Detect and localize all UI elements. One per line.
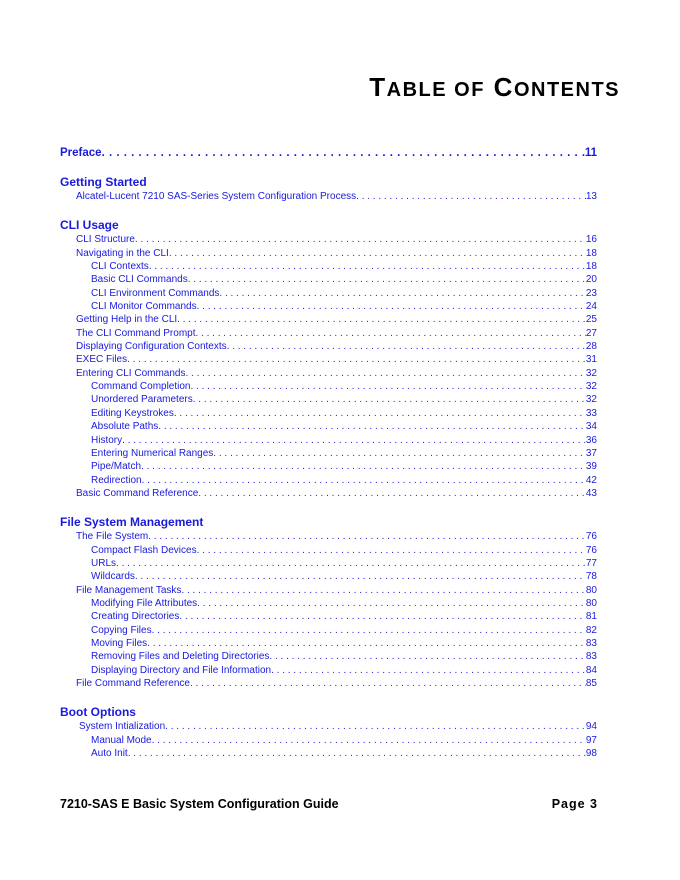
toc-entry[interactable]: Navigating in the CLI . . . 18 [60, 247, 597, 260]
toc-entry[interactable]: Wildcards . . . 78 [60, 570, 597, 583]
toc-entry[interactable]: URLs . . . 77 [60, 557, 597, 570]
toc-entry[interactable]: Entering Numerical Ranges . . . 37 [60, 447, 597, 460]
page-title: TABLE OF CONTENTS [369, 72, 620, 102]
toc-entry-preface[interactable]: Preface . . . 11 [60, 146, 597, 160]
toc-entry[interactable]: Editing Keystrokes . . . 33 [60, 407, 597, 420]
toc-entry[interactable]: Creating Directories . . . 81 [60, 610, 597, 623]
toc-entry[interactable]: Removing Files and Deleting Directories . . . 83 [60, 650, 597, 663]
toc-entry[interactable]: Copying Files . . . 82 [60, 624, 597, 637]
table-of-contents [60, 146, 597, 760]
toc-entry[interactable]: File Management Tasks . . . 80 [60, 584, 597, 597]
toc-section-heading[interactable]: Boot Options [60, 705, 136, 720]
toc-entry[interactable]: System Intialization . . . 94 [60, 720, 597, 733]
page-footer [60, 797, 598, 811]
toc-entry[interactable]: History . . . 36 [60, 434, 597, 447]
toc-entry[interactable]: File Command Reference . . . 85 [60, 677, 597, 690]
toc-entry[interactable]: The File System . . . 76 [60, 530, 597, 543]
toc-entry[interactable]: Getting Help in the CLI . . . 25 [60, 313, 597, 326]
toc-entry[interactable]: Compact Flash Devices . . . 76 [60, 544, 597, 557]
guide-title: 7210-SAS E Basic System Configuration Guide [60, 797, 339, 811]
toc-entry[interactable]: CLI Monitor Commands . . . 24 [60, 300, 597, 313]
toc-entry[interactable]: EXEC Files . . . 31 [60, 353, 597, 366]
toc-entry[interactable]: CLI Environment Commands . . . 23 [60, 287, 597, 300]
toc-entry[interactable]: Manual Mode . . . 97 [60, 734, 597, 747]
toc-entry[interactable]: Modifying File Attributes . . . 80 [60, 597, 597, 610]
toc-entry[interactable]: Alcatel-Lucent 7210 SAS-Series System Configuration Process . . . 13 [60, 190, 597, 203]
toc-entry[interactable]: Displaying Configuration Contexts . . . 28 [60, 340, 597, 353]
toc-section-heading[interactable]: Getting Started [60, 175, 147, 189]
toc-entry[interactable]: Unordered Parameters . . . 32 [60, 393, 597, 406]
toc-entry[interactable]: Moving Files . . . 83 [60, 637, 597, 650]
page-number: Page 3 [551, 797, 598, 811]
toc-entry[interactable]: CLI Structure . . . 16 [60, 233, 597, 246]
toc-entry[interactable]: Auto Init . . . 98 [60, 747, 597, 760]
toc-section-heading[interactable]: File System Management [60, 515, 204, 530]
toc-entry[interactable]: The CLI Command Prompt . . . 27 [60, 327, 597, 340]
toc-entry[interactable]: Command Completion . . . 32 [60, 380, 597, 393]
toc-entry[interactable]: Basic CLI Commands . . . 20 [60, 273, 597, 286]
toc-entry[interactable]: Pipe/Match . . . 39 [60, 460, 597, 473]
toc-entry[interactable]: Basic Command Reference . . . 43 [60, 487, 597, 500]
toc-entry[interactable]: Absolute Paths . . . 34 [60, 420, 597, 433]
toc-entry[interactable]: Displaying Directory and File Information . . . 84 [60, 664, 597, 677]
toc-entry[interactable]: CLI Contexts . . . 18 [60, 260, 597, 273]
toc-entry[interactable]: Redirection . . . 42 [60, 474, 597, 487]
toc-section-heading[interactable]: CLI Usage [60, 218, 119, 233]
toc-entry[interactable]: Entering CLI Commands . . . 32 [60, 367, 597, 380]
